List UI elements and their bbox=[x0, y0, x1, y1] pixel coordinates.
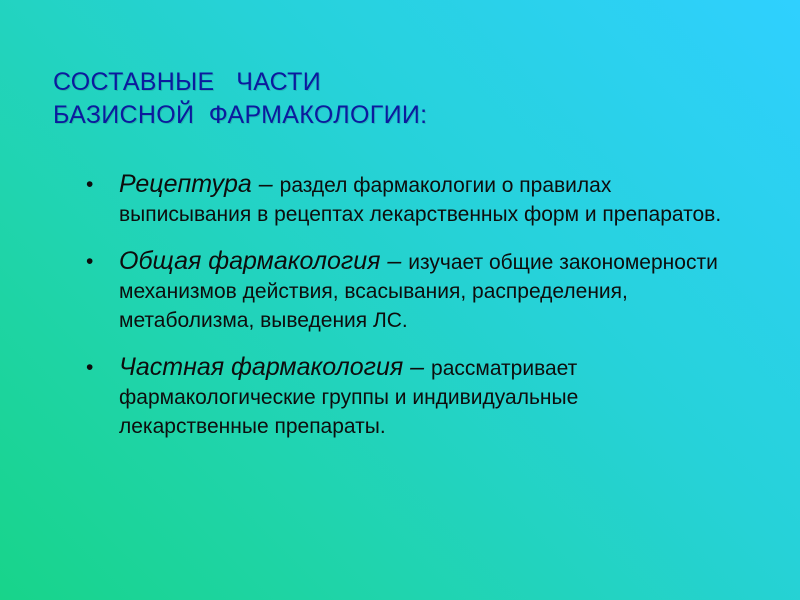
item-description: рассматривает фармакологические группы и индивидуальные лекарственные препараты. bbox=[119, 357, 579, 438]
item-description: изучает общие закономерности механизмов действия, всасывания, распределения, метаболизма, выведения ЛС. bbox=[119, 251, 718, 332]
bullet-icon: • bbox=[86, 356, 94, 379]
bullet-icon: • bbox=[86, 250, 94, 273]
list-item-recipe bbox=[86, 170, 726, 229]
bullet-icon: • bbox=[86, 173, 94, 196]
item-term: Частная фармакология – bbox=[119, 353, 432, 381]
title-line-1: СОСТАВНЫЕ ЧАСТИ bbox=[53, 68, 322, 96]
list-item-special-pharmacology bbox=[86, 353, 726, 441]
item-term: Рецептура – bbox=[119, 170, 280, 198]
title-line-2: БАЗИСНОЙ ФАРМАКОЛОГИИ: bbox=[53, 101, 428, 129]
definitions-list bbox=[86, 170, 726, 441]
item-description: раздел фармакологии о правилах выписывания в рецептах лекарственных форм и препаратов. bbox=[119, 174, 722, 226]
slide-title bbox=[53, 66, 427, 132]
item-term: Общая фармакология – bbox=[119, 247, 409, 275]
list-item-general-pharmacology bbox=[86, 247, 726, 335]
